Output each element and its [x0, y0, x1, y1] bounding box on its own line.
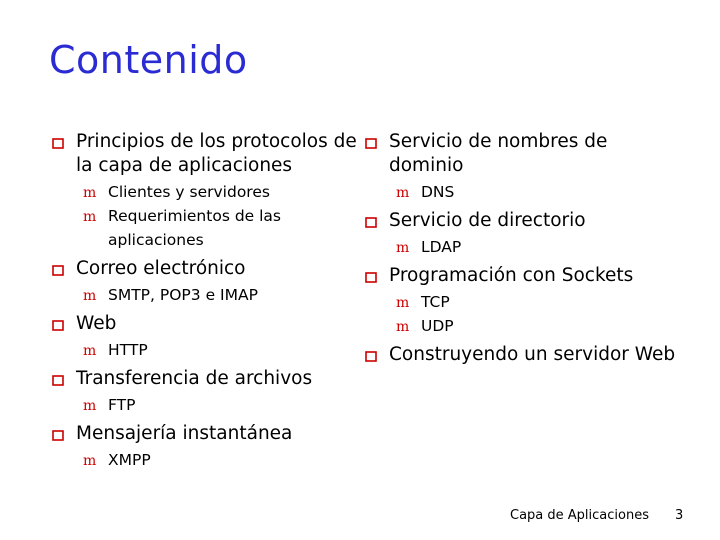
right-sub-list [389, 235, 683, 259]
left-bullet-text: Transferencia de archivos [76, 368, 313, 389]
left-bullet-text: Principios de los protocolos de la capa de aplicaciones [76, 131, 357, 176]
right-sub-text: LDAP [421, 238, 462, 256]
right-bullet-item [363, 209, 683, 259]
left-bullet-text: Web [76, 313, 117, 334]
left-column [50, 130, 370, 477]
left-sub-text: FTP [108, 396, 136, 414]
page-number: 3 [675, 508, 684, 523]
left-sub-text: HTTP [108, 341, 148, 359]
left-sub-text: Clientes y servidores [108, 183, 270, 201]
right-column [363, 130, 683, 372]
right-sub-item [389, 235, 683, 259]
right-bullet-item [363, 343, 683, 367]
square-bullet-icon [365, 138, 377, 149]
left-sub-text: SMTP, POP3 e IMAP [108, 286, 258, 304]
right-sub-item [389, 314, 683, 338]
left-bullet-item [50, 130, 370, 252]
left-bullet-text: Correo electrónico [76, 258, 246, 279]
right-sub-text: TCP [421, 293, 450, 311]
square-bullet-icon [52, 320, 64, 331]
sub-bullet-icon: m [396, 319, 410, 335]
square-bullet-icon [52, 375, 64, 386]
left-sub-item [76, 393, 370, 417]
left-sub-item [76, 180, 370, 204]
left-sub-text: XMPP [108, 451, 151, 469]
left-bullet-item [50, 312, 370, 362]
left-bullet-item [50, 422, 370, 472]
sub-bullet-icon: m [396, 295, 410, 311]
right-bullet-text: Servicio de directorio [389, 210, 586, 231]
left-sub-list [76, 180, 370, 252]
square-bullet-icon [52, 265, 64, 276]
right-sub-text: UDP [421, 317, 454, 335]
sub-bullet-icon: m [83, 343, 97, 359]
right-bullet-text: Construyendo un servidor Web [389, 344, 676, 365]
sub-bullet-icon: m [83, 288, 97, 304]
slide-footer: Capa de Aplicaciones [510, 508, 649, 523]
square-bullet-icon [52, 138, 64, 149]
right-sub-item [389, 290, 683, 314]
right-sub-list [389, 290, 683, 338]
left-sub-item [76, 338, 370, 362]
left-sub-list [76, 283, 370, 307]
left-bullet-item [50, 257, 370, 307]
left-sub-text: Requerimientos de las aplicaciones [108, 207, 281, 249]
right-sub-item [389, 180, 683, 204]
left-sub-list [76, 448, 370, 472]
left-bullet-list [50, 130, 370, 472]
right-bullet-item [363, 130, 683, 204]
left-bullet-item [50, 367, 370, 417]
left-sub-list [76, 393, 370, 417]
square-bullet-icon [365, 272, 377, 283]
square-bullet-icon [52, 430, 64, 441]
square-bullet-icon [365, 351, 377, 362]
left-sub-item [76, 448, 370, 472]
left-bullet-text: Mensajería instantánea [76, 423, 293, 444]
square-bullet-icon [365, 217, 377, 228]
right-sub-text: DNS [421, 183, 455, 201]
sub-bullet-icon: m [396, 240, 410, 256]
sub-bullet-icon: m [83, 209, 97, 225]
right-bullet-list [363, 130, 683, 367]
sub-bullet-icon: m [396, 185, 410, 201]
left-sub-list [76, 338, 370, 362]
left-sub-item [76, 283, 370, 307]
right-sub-list [389, 180, 683, 204]
left-sub-item [76, 204, 370, 252]
right-bullet-text: Servicio de nombres de dominio [389, 131, 608, 176]
sub-bullet-icon: m [83, 185, 97, 201]
sub-bullet-icon: m [83, 398, 97, 414]
sub-bullet-icon: m [83, 453, 97, 469]
slide-title: Contenido [49, 38, 248, 82]
right-bullet-item [363, 264, 683, 338]
right-bullet-text: Programación con Sockets [389, 265, 634, 286]
